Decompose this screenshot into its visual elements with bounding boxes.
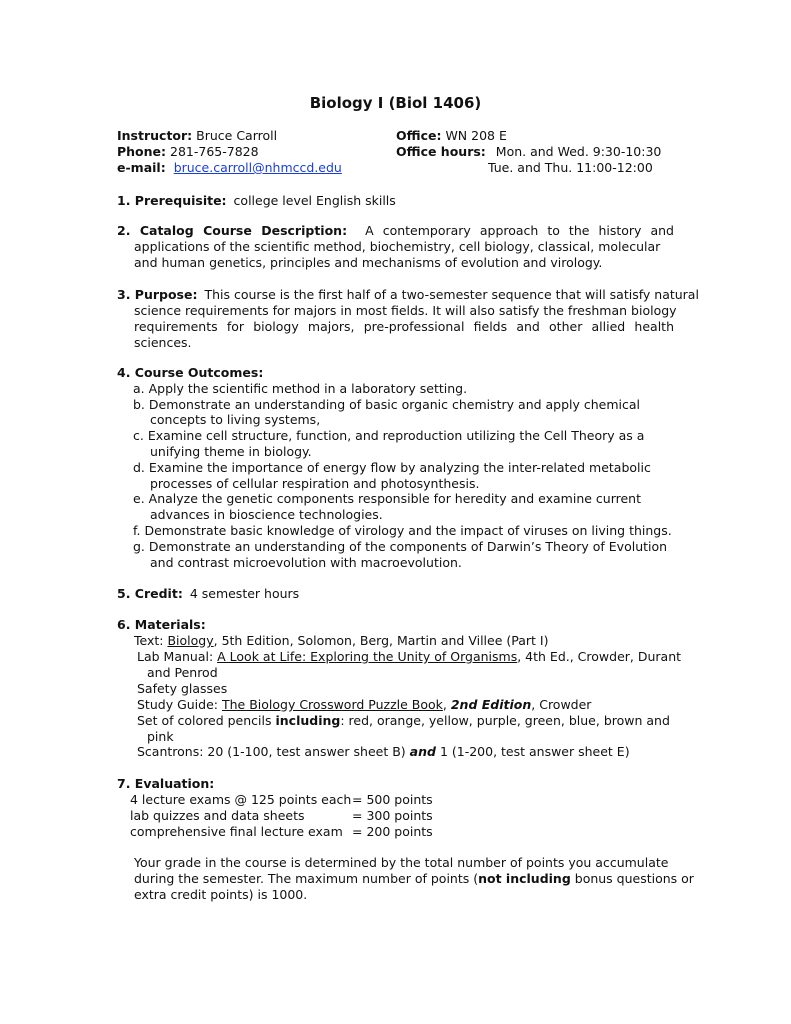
credit-text: 4 semester hours: [189, 586, 300, 601]
scan-rest: 1 (1-200, test answer sheet E): [435, 744, 630, 759]
study-prefix: Study Guide:: [137, 697, 222, 712]
outcome-b-2: concepts to living systems,: [150, 412, 321, 427]
phone-line: [117, 144, 259, 160]
scan-and: and: [409, 744, 436, 759]
material-safety: Safety glasses: [137, 681, 228, 696]
outcomes-label: 4. Course Outcomes:: [117, 365, 264, 380]
eval-points-1: = 500 points: [352, 792, 433, 807]
study-sep: ,: [442, 697, 451, 712]
purpose-text-4: sciences.: [134, 335, 192, 350]
section-prerequisite: [117, 193, 396, 209]
evaluation-label: 7. Evaluation:: [117, 776, 215, 791]
eval-points-2: = 300 points: [352, 808, 433, 823]
phone-number: 281-765-7828: [170, 144, 259, 159]
material-study-guide: [137, 697, 591, 713]
phone-label: Phone:: [117, 144, 167, 159]
pencils-rest: : red, orange, yellow, purple, green, blue, brown and: [340, 713, 670, 728]
catalog-label: 2. Catalog Course Description:: [117, 223, 348, 238]
email-label: e-mail:: [117, 160, 166, 175]
purpose-label: 3. Purpose:: [117, 287, 198, 302]
study-edition: 2nd Edition: [450, 697, 532, 712]
material-lab-manual: [137, 649, 681, 665]
purpose-text-3: requirements for biology majors, pre-professional fields and other allied health: [134, 319, 674, 334]
outcome-c-1: c. Examine cell structure, function, and reproduction utilizing the Cell Theory as a: [133, 428, 645, 443]
eval-item-3: comprehensive final lecture exam: [130, 824, 343, 839]
material-pencils: [137, 713, 670, 729]
catalog-text-1: A contemporary approach to the history and: [365, 223, 674, 238]
purpose-line-1: [117, 287, 699, 303]
pencils-rest-2: pink: [147, 729, 174, 744]
outcome-b-1: b. Demonstrate an understanding of basic organic chemistry and apply chemical: [133, 397, 641, 412]
material-scantrons: [137, 744, 630, 760]
eval-points-3: = 200 points: [352, 824, 433, 839]
pencils-prefix: Set of colored pencils: [137, 713, 276, 728]
study-guide-title: The Biology Crossword Puzzle Book: [221, 697, 443, 712]
eval-item-1: 4 lecture exams @ 125 points each: [130, 792, 352, 807]
material-text: [134, 633, 548, 649]
outcome-c-2: unifying theme in biology.: [150, 444, 312, 459]
lab-manual-title: A Look at Life: Exploring the Unity of Organisms: [217, 649, 518, 664]
grade-para-2-post: bonus questions or: [570, 871, 694, 886]
catalog-text-2: applications of the scientific method, biochemistry, cell biology, classical, molecular: [134, 239, 661, 254]
study-rest: , Crowder: [531, 697, 592, 712]
eval-item-2: lab quizzes and data sheets: [130, 808, 305, 823]
material-text-rest: , 5th Edition, Solomon, Berg, Martin and Villee (Part I): [213, 633, 549, 648]
grade-para-2-pre: during the semester. The maximum number of points (: [134, 871, 479, 886]
textbook-title: Biology: [167, 633, 214, 648]
email-link[interactable]: bruce.carroll@nhmccd.edu: [173, 160, 342, 175]
outcome-g-1: g. Demonstrate an understanding of the components of Darwin’s Theory of Evolution: [133, 539, 668, 554]
outcome-a: a. Apply the scientific method in a laboratory setting.: [133, 381, 468, 396]
section-credit: [117, 586, 299, 602]
outcome-g-2: and contrast microevolution with macroevolution.: [150, 555, 462, 570]
office-line: [396, 128, 507, 144]
lab-rest: , 4th Ed., Crowder, Durant: [517, 649, 682, 664]
scan-prefix: Scantrons: 20 (1-100, test answer sheet B): [137, 744, 410, 759]
office-hours-label: Office hours:: [396, 144, 486, 159]
prerequisite-label: 1. Prerequisite:: [117, 193, 227, 208]
instructor-name: Bruce Carroll: [196, 128, 278, 143]
instructor-label: Instructor:: [117, 128, 193, 143]
instructor-line: [117, 128, 277, 144]
outcome-f: f. Demonstrate basic knowledge of virology and the impact of viruses on living things.: [133, 523, 672, 538]
pencils-including: including: [275, 713, 341, 728]
catalog-text-3: and human genetics, principles and mechanisms of evolution and virology.: [134, 255, 603, 270]
purpose-text-1: This course is the first half of a two-semester sequence that will satisfy natural: [204, 287, 699, 302]
material-text-prefix: Text:: [134, 633, 168, 648]
document-title: Biology I (Biol 1406): [309, 94, 482, 112]
outcome-d-2: processes of cellular respiration and photosynthesis.: [150, 476, 480, 491]
purpose-text-2: science requirements for majors in most fields. It will also satisfy the freshman biology: [134, 303, 677, 318]
email-line: [117, 160, 342, 176]
outcome-e-1: e. Analyze the genetic components responsible for heredity and examine current: [133, 491, 641, 506]
office-label: Office:: [396, 128, 442, 143]
grade-not-including: not including: [478, 871, 571, 886]
office-room: WN 208 E: [445, 128, 507, 143]
credit-label: 5. Credit:: [117, 586, 183, 601]
materials-label: 6. Materials:: [117, 617, 206, 632]
lab-rest-2: and Penrod: [147, 665, 218, 680]
outcome-d-1: d. Examine the importance of energy flow by analyzing the inter-related metabolic: [133, 460, 651, 475]
lab-prefix: Lab Manual:: [137, 649, 218, 664]
outcome-e-2: advances in bioscience technologies.: [150, 507, 383, 522]
grade-para-3: extra credit points) is 1000.: [134, 887, 308, 902]
catalog-line-1: [117, 223, 674, 239]
office-hours-1: Mon. and Wed. 9:30-10:30: [495, 144, 662, 159]
office-hours-2: Tue. and Thu. 11:00-12:00: [488, 160, 653, 175]
office-hours-line: [396, 144, 661, 160]
grade-para-2: [134, 871, 694, 887]
prerequisite-text: college level English skills: [233, 193, 396, 208]
grade-para-1: Your grade in the course is determined by the total number of points you accumulate: [134, 855, 669, 870]
